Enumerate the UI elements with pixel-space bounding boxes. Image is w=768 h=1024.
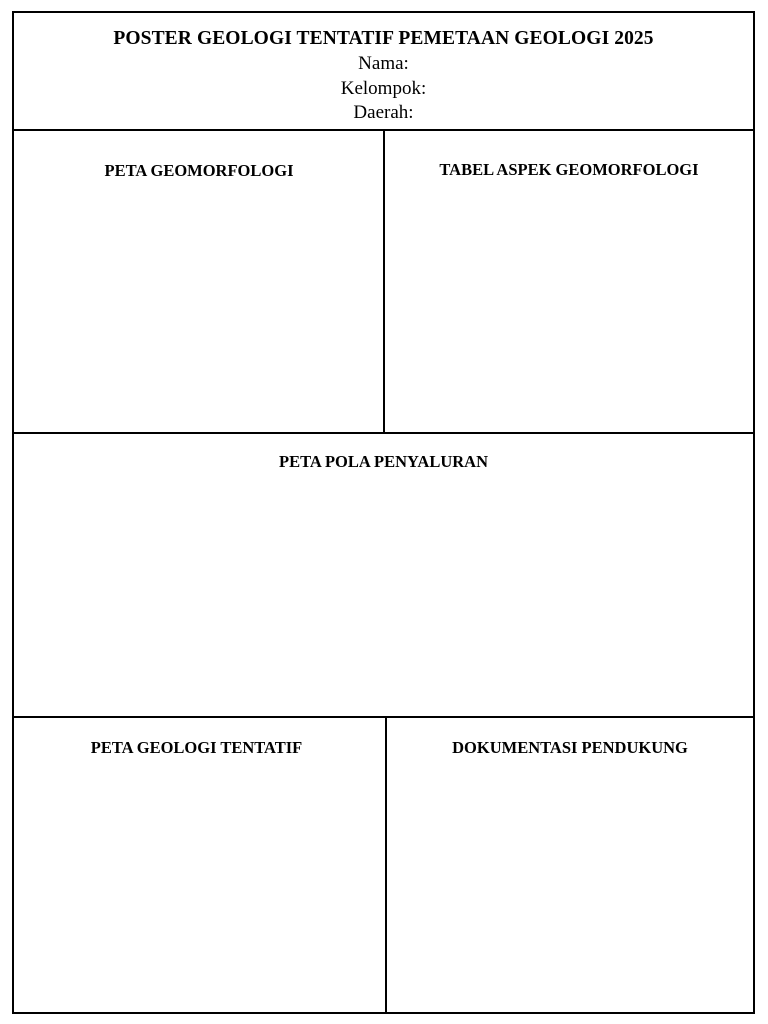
panel-title-dokumentasi-pendukung: DOKUMENTASI PENDUKUNG	[452, 738, 688, 757]
poster-title: POSTER GEOLOGI TENTATIF PEMETAAN GEOLOGI 2025	[113, 28, 654, 49]
panel-tabel-aspek-geomorfologi	[385, 131, 753, 433]
poster-frame	[12, 11, 755, 1014]
kelompok-label: Kelompok:	[340, 78, 427, 99]
panel-peta-pola-penyaluran	[14, 433, 753, 718]
daerah-label: Daerah:	[353, 102, 414, 123]
nama-label: Nama:	[358, 53, 409, 74]
panel-dokumentasi-pendukung	[387, 718, 753, 1012]
panel-title-peta-geomorfologi: PETA GEOMORFOLOGI	[104, 161, 294, 180]
panel-peta-geologi-tentatif	[14, 718, 385, 1012]
panel-title-peta-pola-penyaluran: PETA POLA PENYALURAN	[278, 452, 489, 471]
panel-peta-geomorfologi	[14, 131, 384, 433]
panel-title-peta-geologi-tentatif: PETA GEOLOGI TENTATIF	[90, 738, 303, 757]
panel-title-tabel-aspek-geomorfologi: TABEL ASPEK GEOMORFOLOGI	[439, 160, 699, 179]
poster-header	[14, 13, 753, 131]
